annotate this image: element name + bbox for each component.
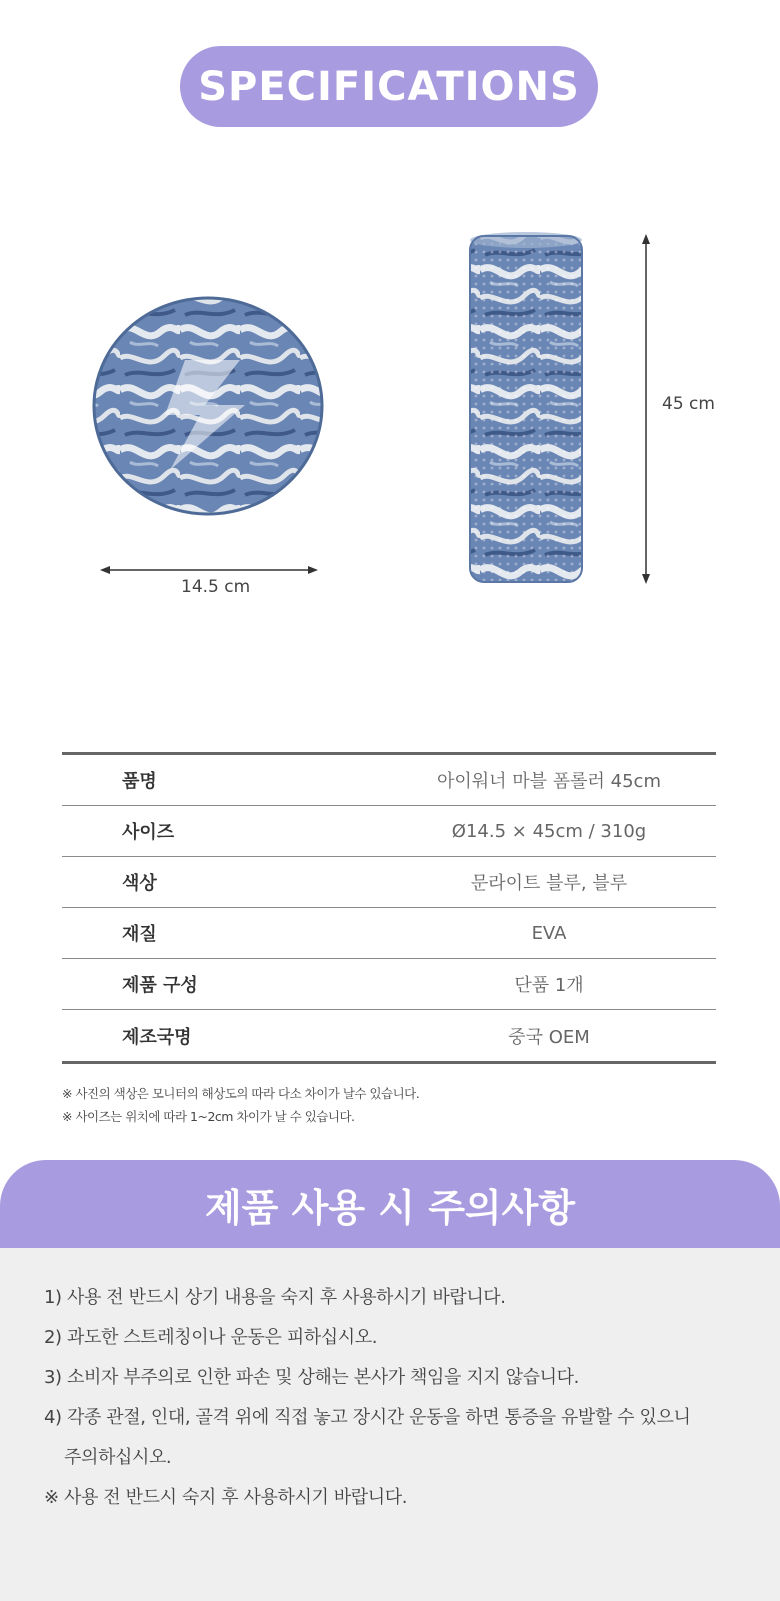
list-item: 2) 과도한 스트레칭이나 운동은 피하십시오. xyxy=(44,1327,378,1348)
caution-title: 제품 사용 시 주의사항 xyxy=(204,1185,576,1230)
table-row xyxy=(62,806,716,857)
spec-label: 사이즈 xyxy=(122,822,175,843)
list-item: 4) 각종 관절, 인대, 골격 위에 직접 놓고 장시간 운동을 하면 통증을 유발할 수 있으니 xyxy=(44,1407,691,1428)
product-image-area xyxy=(0,200,780,620)
list-item: 1) 사용 전 반드시 상기 내용을 숙지 후 사용하시기 바랍니다. xyxy=(44,1287,506,1308)
spec-label: 제조국명 xyxy=(122,1026,192,1048)
spec-value: 문라이트 블루, 블루 xyxy=(470,873,628,894)
note-item: ※ 사이즈는 위치에 따라 1~2cm 차이가 날 수 있습니다. xyxy=(62,1109,355,1124)
spec-notes xyxy=(62,1082,419,1128)
spec-value: Ø14.5 × 45cm / 310g xyxy=(451,820,647,842)
disc-width-label: 14.5 cm xyxy=(181,577,251,597)
list-item: 3) 소비자 부주의로 인한 파손 및 상해는 본사가 책임을 지지 않습니다. xyxy=(44,1367,579,1388)
caution-header xyxy=(0,1160,780,1248)
spec-label: 재질 xyxy=(122,924,157,945)
disc-width-arrow xyxy=(100,566,318,574)
table-row xyxy=(62,857,716,908)
spec-table xyxy=(62,752,716,1064)
spec-value: 중국 OEM xyxy=(508,1026,590,1048)
table-row xyxy=(62,908,716,959)
spec-label: 색상 xyxy=(122,873,157,894)
page-title: SPECIFICATIONS xyxy=(198,63,580,110)
note-item: ※ 사진의 색상은 모니터의 해상도의 따라 다소 차이가 날수 있습니다. xyxy=(62,1086,420,1101)
spec-value: 아이워너 마블 폼롤러 45cm xyxy=(437,771,661,792)
disc-roller-image xyxy=(94,298,322,514)
spec-label: 품명 xyxy=(122,771,157,792)
table-row xyxy=(62,755,716,806)
caution-list xyxy=(44,1278,690,1518)
table-row xyxy=(62,1010,716,1061)
spec-value: EVA xyxy=(531,922,567,944)
list-item: ※ 사용 전 반드시 숙지 후 사용하시기 바랍니다. xyxy=(44,1487,408,1508)
list-item: 주의하십시오. xyxy=(64,1447,172,1468)
roller-height-arrow xyxy=(642,234,650,584)
caution-section xyxy=(0,1248,780,1601)
spec-value: 단품 1개 xyxy=(514,975,584,996)
spec-label: 제품 구성 xyxy=(122,975,198,996)
specifications-banner xyxy=(180,46,598,127)
roller-height-label: 45 cm xyxy=(662,394,715,414)
table-row xyxy=(62,959,716,1010)
foam-roller-image xyxy=(470,232,582,582)
